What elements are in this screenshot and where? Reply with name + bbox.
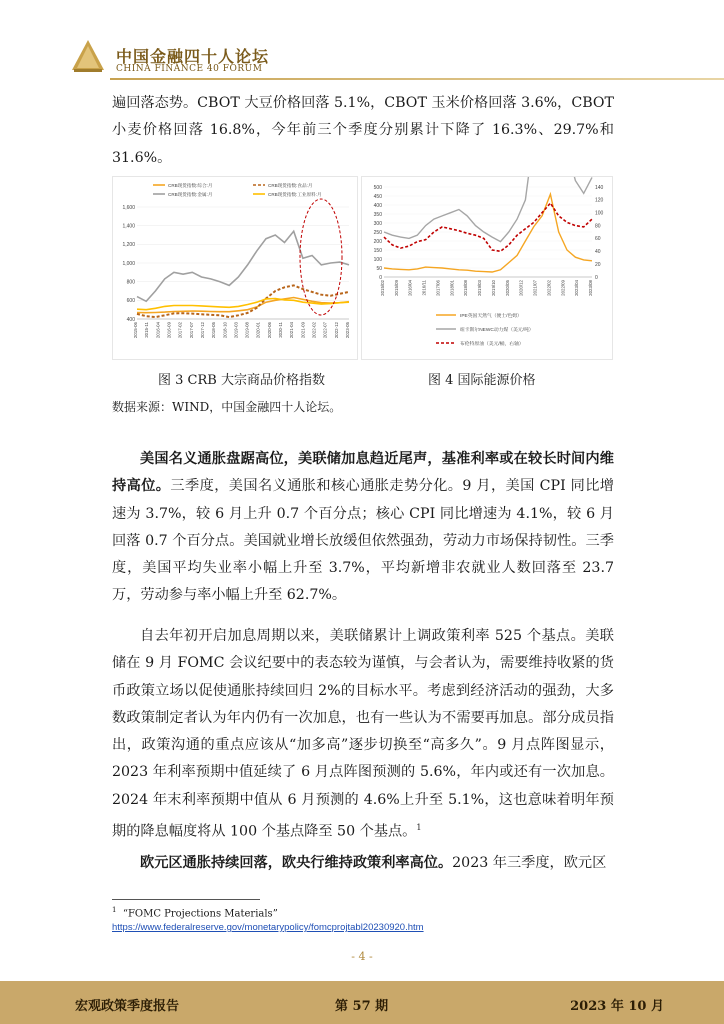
y-left-tick-label: 400 [373,202,382,209]
y-right-tick-label: 40 [595,249,601,256]
y-tick-label: 1,000 [122,260,135,267]
x-tick-label: 2023-05 [345,322,350,339]
footnote-number: 1 [112,906,117,914]
legend-label: CRB现货指数:金属:月 [168,191,213,197]
x-tick-label: 2016-04 [155,322,161,339]
figure-crb-index [112,176,358,360]
figure-4-caption: 图 4 国际能源价格 [428,373,536,388]
x-tick-label: 2017-02 [177,322,183,339]
x-tick-label: 2017-07 [188,322,194,339]
legend-label: 布伦特原油（美元/桶，右轴） [460,341,524,347]
x-tick-label: 2022/02 [546,280,552,296]
y-left-tick-label: 0 [379,274,382,281]
x-tick-label: 2021-09 [300,322,306,339]
y-left-tick-label: 100 [373,256,382,263]
x-tick-label: 2016-09 [166,322,172,339]
x-tick-label: 2018-10 [222,322,228,339]
footer-issue: 第 57 期 [335,999,389,1014]
figure-3-caption: 图 3 CRB 大宗商品价格指数 [158,373,325,388]
x-tick-label: 2020-01 [255,322,261,339]
y-left-tick-label: 350 [373,211,382,218]
y-right-tick-label: 120 [595,197,604,204]
x-tick-label: 2017/06 [435,280,441,296]
y-tick-label: 400 [126,316,135,323]
x-tick-label: 2016/11 [421,280,427,296]
x-tick-label: 2016/04 [407,280,413,296]
x-tick-label: 2018/01 [449,280,455,296]
forum-logo-icon [70,38,106,74]
y-left-tick-label: 500 [373,184,382,191]
footnote-link[interactable]: https://www.federalreserve.gov/monetarypolicy/fomcprojtabl20230920.htm [112,922,424,933]
y-left-tick-label: 450 [373,193,382,200]
y-right-tick-label: 60 [595,236,601,243]
y-right-tick-label: 20 [595,261,601,268]
page-footer [0,981,724,1024]
x-tick-label: 2018/08 [463,280,469,296]
x-tick-label: 2022-07 [322,322,328,339]
x-tick-label: 2015-06 [133,322,138,339]
y-left-tick-label: 250 [373,229,382,236]
x-tick-label: 2020-11 [278,322,284,338]
crb-chart [113,177,357,359]
x-tick-label: 2019-03 [233,322,239,339]
y-right-tick-label: 0 [595,274,598,281]
footnote-ref-1[interactable]: 1 [416,823,422,833]
energy-chart [362,177,612,359]
x-tick-label: 2015-11 [144,322,150,338]
x-tick-label: 2015/02 [380,280,385,296]
paragraph-us-inflation-text: 三季度，美国名义通胀和核心通胀走势分化。9 月，美国 CPI 同比增速为 3.7%，较 6 月上升 0.7 个百分点；核心 CPI 同比增速为 4.1%，较 6 月回落 0.7 个百分点。美国就业增长放缓但依然强劲，劳动力市场保持韧性。三季度，美国平均失业率小幅上升至 3.7%，平均新增非农就业人数回落至 23.7 万，劳动参与率小幅上升至 62.7%。 [112,478,614,604]
series-line-2 [137,231,349,301]
data-source-note: 数据来源：WIND，中国金融四十人论坛。 [112,400,342,414]
y-left-tick-label: 200 [373,238,382,245]
x-tick-label: 2015/09 [393,280,399,296]
y-tick-label: 600 [126,298,135,305]
paragraph-eurozone-text: 2023 年三季度，欧元区 [452,855,607,871]
paragraph-fed-policy [112,623,614,846]
y-tick-label: 800 [126,279,135,286]
paragraph-us-inflation [112,446,614,610]
footnote-divider [112,899,260,900]
x-tick-label: 2018-05 [211,322,217,339]
x-tick-label: 2020/12 [518,280,524,296]
paragraph-commodities: 遍回落态势。CBOT 大豆价格回落 5.1%，CBOT 玉米价格回落 3.6%，CBOT 小麦价格回落 16.8%，今年前三个季度分别累计下降了 16.3%、29.7%和 31.6%。 [112,95,614,166]
x-tick-label: 2021/07 [532,280,538,296]
legend-label: CRB现货指数:食品:月 [268,182,313,188]
x-tick-label: 2022-12 [333,322,339,339]
y-right-tick-label: 140 [595,184,604,191]
header-divider [110,78,724,80]
x-tick-label: 2022-02 [311,322,317,339]
legend-label: IPE英国天然气（便士/色姆） [460,313,522,319]
paragraph-us-inflation-lead: 美国名义通胀盘踞高位，美联储加息趋近尾声，基准利率或在较长时间内维持高位。 [112,451,614,495]
x-tick-label: 2019/03 [477,280,483,296]
y-left-tick-label: 150 [373,247,382,254]
x-tick-label: 2020/05 [504,280,510,296]
paragraph-eurozone-lead: 欧元区通胀持续回落，欧央行维持政策利率高位。 [140,855,453,871]
series-line-2 [384,203,592,251]
legend-label: CRB现货指数:工业原料:月 [268,191,322,197]
x-tick-label: 2019/10 [490,280,496,296]
forum-logo-subtitle: CHINA FINANCE 40 FORUM [116,64,263,74]
x-tick-label: 2017-12 [199,322,205,339]
x-tick-label: 2019-08 [244,322,250,339]
y-right-tick-label: 100 [595,210,604,217]
x-tick-label: 2023/04 [574,280,580,296]
x-tick-label: 2021-04 [289,322,295,339]
footnote-link-row [112,922,424,933]
footnote-title: “FOMC Projections Materials” [122,908,278,920]
footer-date: 2023 年 10 月 [570,999,664,1014]
footnote-1 [112,906,278,919]
x-tick-label: 2020-06 [266,322,272,339]
page-header [0,0,724,80]
page-number: - 4 - [351,950,373,963]
series-line-0 [384,194,592,272]
footer-report-name: 宏观政策季度报告 [75,999,180,1014]
y-right-tick-label: 80 [595,223,601,230]
forum-logo-title: 中国金融四十人论坛 [116,47,270,66]
y-tick-label: 1,200 [122,242,135,249]
y-left-tick-label: 300 [373,220,382,227]
paragraph-fed-policy-text: 自去年初开启加息周期以来，美联储累计上调政策利率 525 个基点。美联储在 9 月 FOMC 会议纪要中的表态较为谨慎，与会者认为，需要维持收紧的货币政策立场以促使通胀持续回归 2%的目标水平。考虑到经济活动的强劲，大多数政策制定者认为年内仍有一次加息，也有一些认为不需要再加息。部分成员指出，政策沟通的重点应该从“加多高”逐步切换至“高多久”。9 月点阵图显示，2023 年利率预期中值延续了 6 月点阵图预测的 5.6%，年内或还有一次加息。2024 年末利率预期中值从 6 月预测的 4.6%上升至 5.1%，这也意味着明年预期的降息幅度将从 100 个基点降至 50 个基点。 [112,628,614,840]
paragraph-eurozone [112,850,614,877]
legend-label: 纽卡斯尔NEWC动力煤（美元/吨） [460,327,534,333]
y-left-tick-label: 50 [376,265,382,272]
figure-energy-prices [361,176,613,360]
x-tick-label: 2022/09 [560,280,566,296]
y-tick-label: 1,400 [122,223,135,230]
legend-label: CRB现货指数:综合:月 [168,182,213,188]
x-tick-label: 2023/08 [588,280,593,296]
y-tick-label: 1,600 [122,204,135,211]
